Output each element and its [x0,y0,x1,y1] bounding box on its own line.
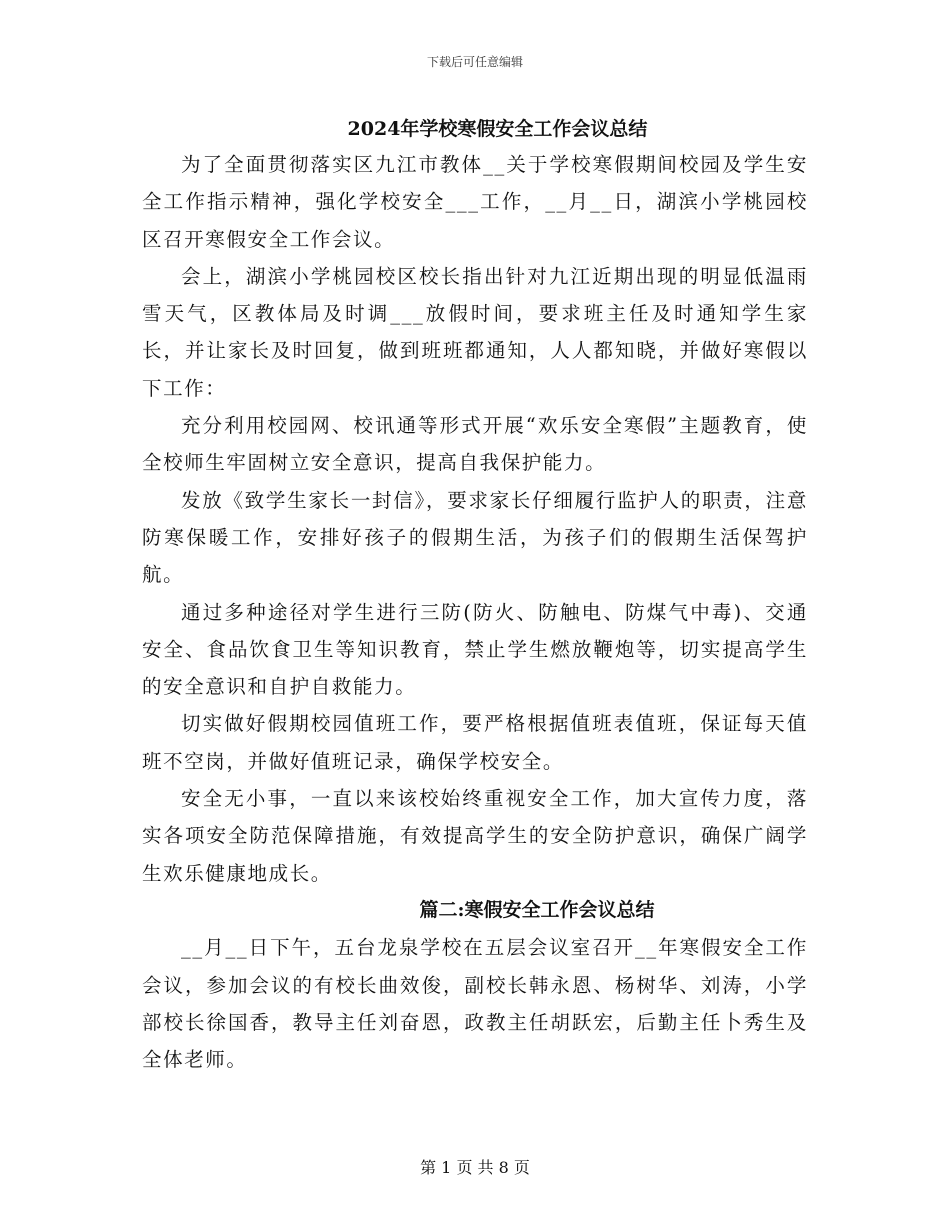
paragraph: 会上，湖滨小学桃园校区校长指出针对九江近期出现的明显低温雨雪天气，区教体局及时调___放假时间，要求班主任及时通知学生家长，并让家长及时回复，做到班班都通知，人人都知晓，并做好寒假以下工作： [142,264,808,400]
paragraph: 安全无小事，一直以来该校始终重视安全工作，加大宣传力度，落实各项安全防范保障措施，有效提高学生的安全防护意识，确保广阔学生欢乐健康地成长。 [142,787,808,885]
header-note: 下载后可任意编辑 [426,55,523,69]
paragraph: 为了全面贯彻落实区九江市教体__关于学校寒假期间校园及学生安全工作指示精神，强化学校安全___工作，__月__日，湖滨小学桃园校区召开寒假安全工作会议。 [142,153,808,251]
paragraph: 切实做好假期校园值班工作，要严格根据值班表值班，保证每天值班不空岗，并做好值班记录，确保学校安全。 [142,712,808,773]
document-title: 2024年学校寒假安全工作会议总结 [347,118,648,140]
page-number-footer: 第 1 页 共 8 页 [420,1158,530,1177]
paragraph: 通过多种途径对学生进行三防(防火、防触电、防煤气中毒)、交通安全、食品饮食卫生等知识教育，禁止学生燃放鞭炮等，切实提高学生的安全意识和自护自救能力。 [142,600,808,699]
section-title: 篇二:寒假安全工作会议总结 [419,898,655,921]
document-body [142,146,808,1078]
paragraph: 发放《致学生家长一封信》，要求家长仔细履行监护人的职责，注意防寒保暖工作，安排好孩子的假期生活，为孩子们的假期生活保驾护航。 [142,488,808,587]
paragraph: 充分利用校园网、校讯通等形式开展“欢乐安全寒假”主题教育，使全校师生牢固树立安全意识，提高自我保护能力。 [142,414,808,475]
paragraph: __月__日下午，五台龙泉学校在五层会议室召开__年寒假安全工作会议，参加会议的有校长曲效俊，副校长韩永恩、杨树华、刘涛，小学部校长徐国香，教导主任刘奋恩，政教主任胡跃宏，后勤主任卜秀生及全体老师。 [142,936,808,1072]
